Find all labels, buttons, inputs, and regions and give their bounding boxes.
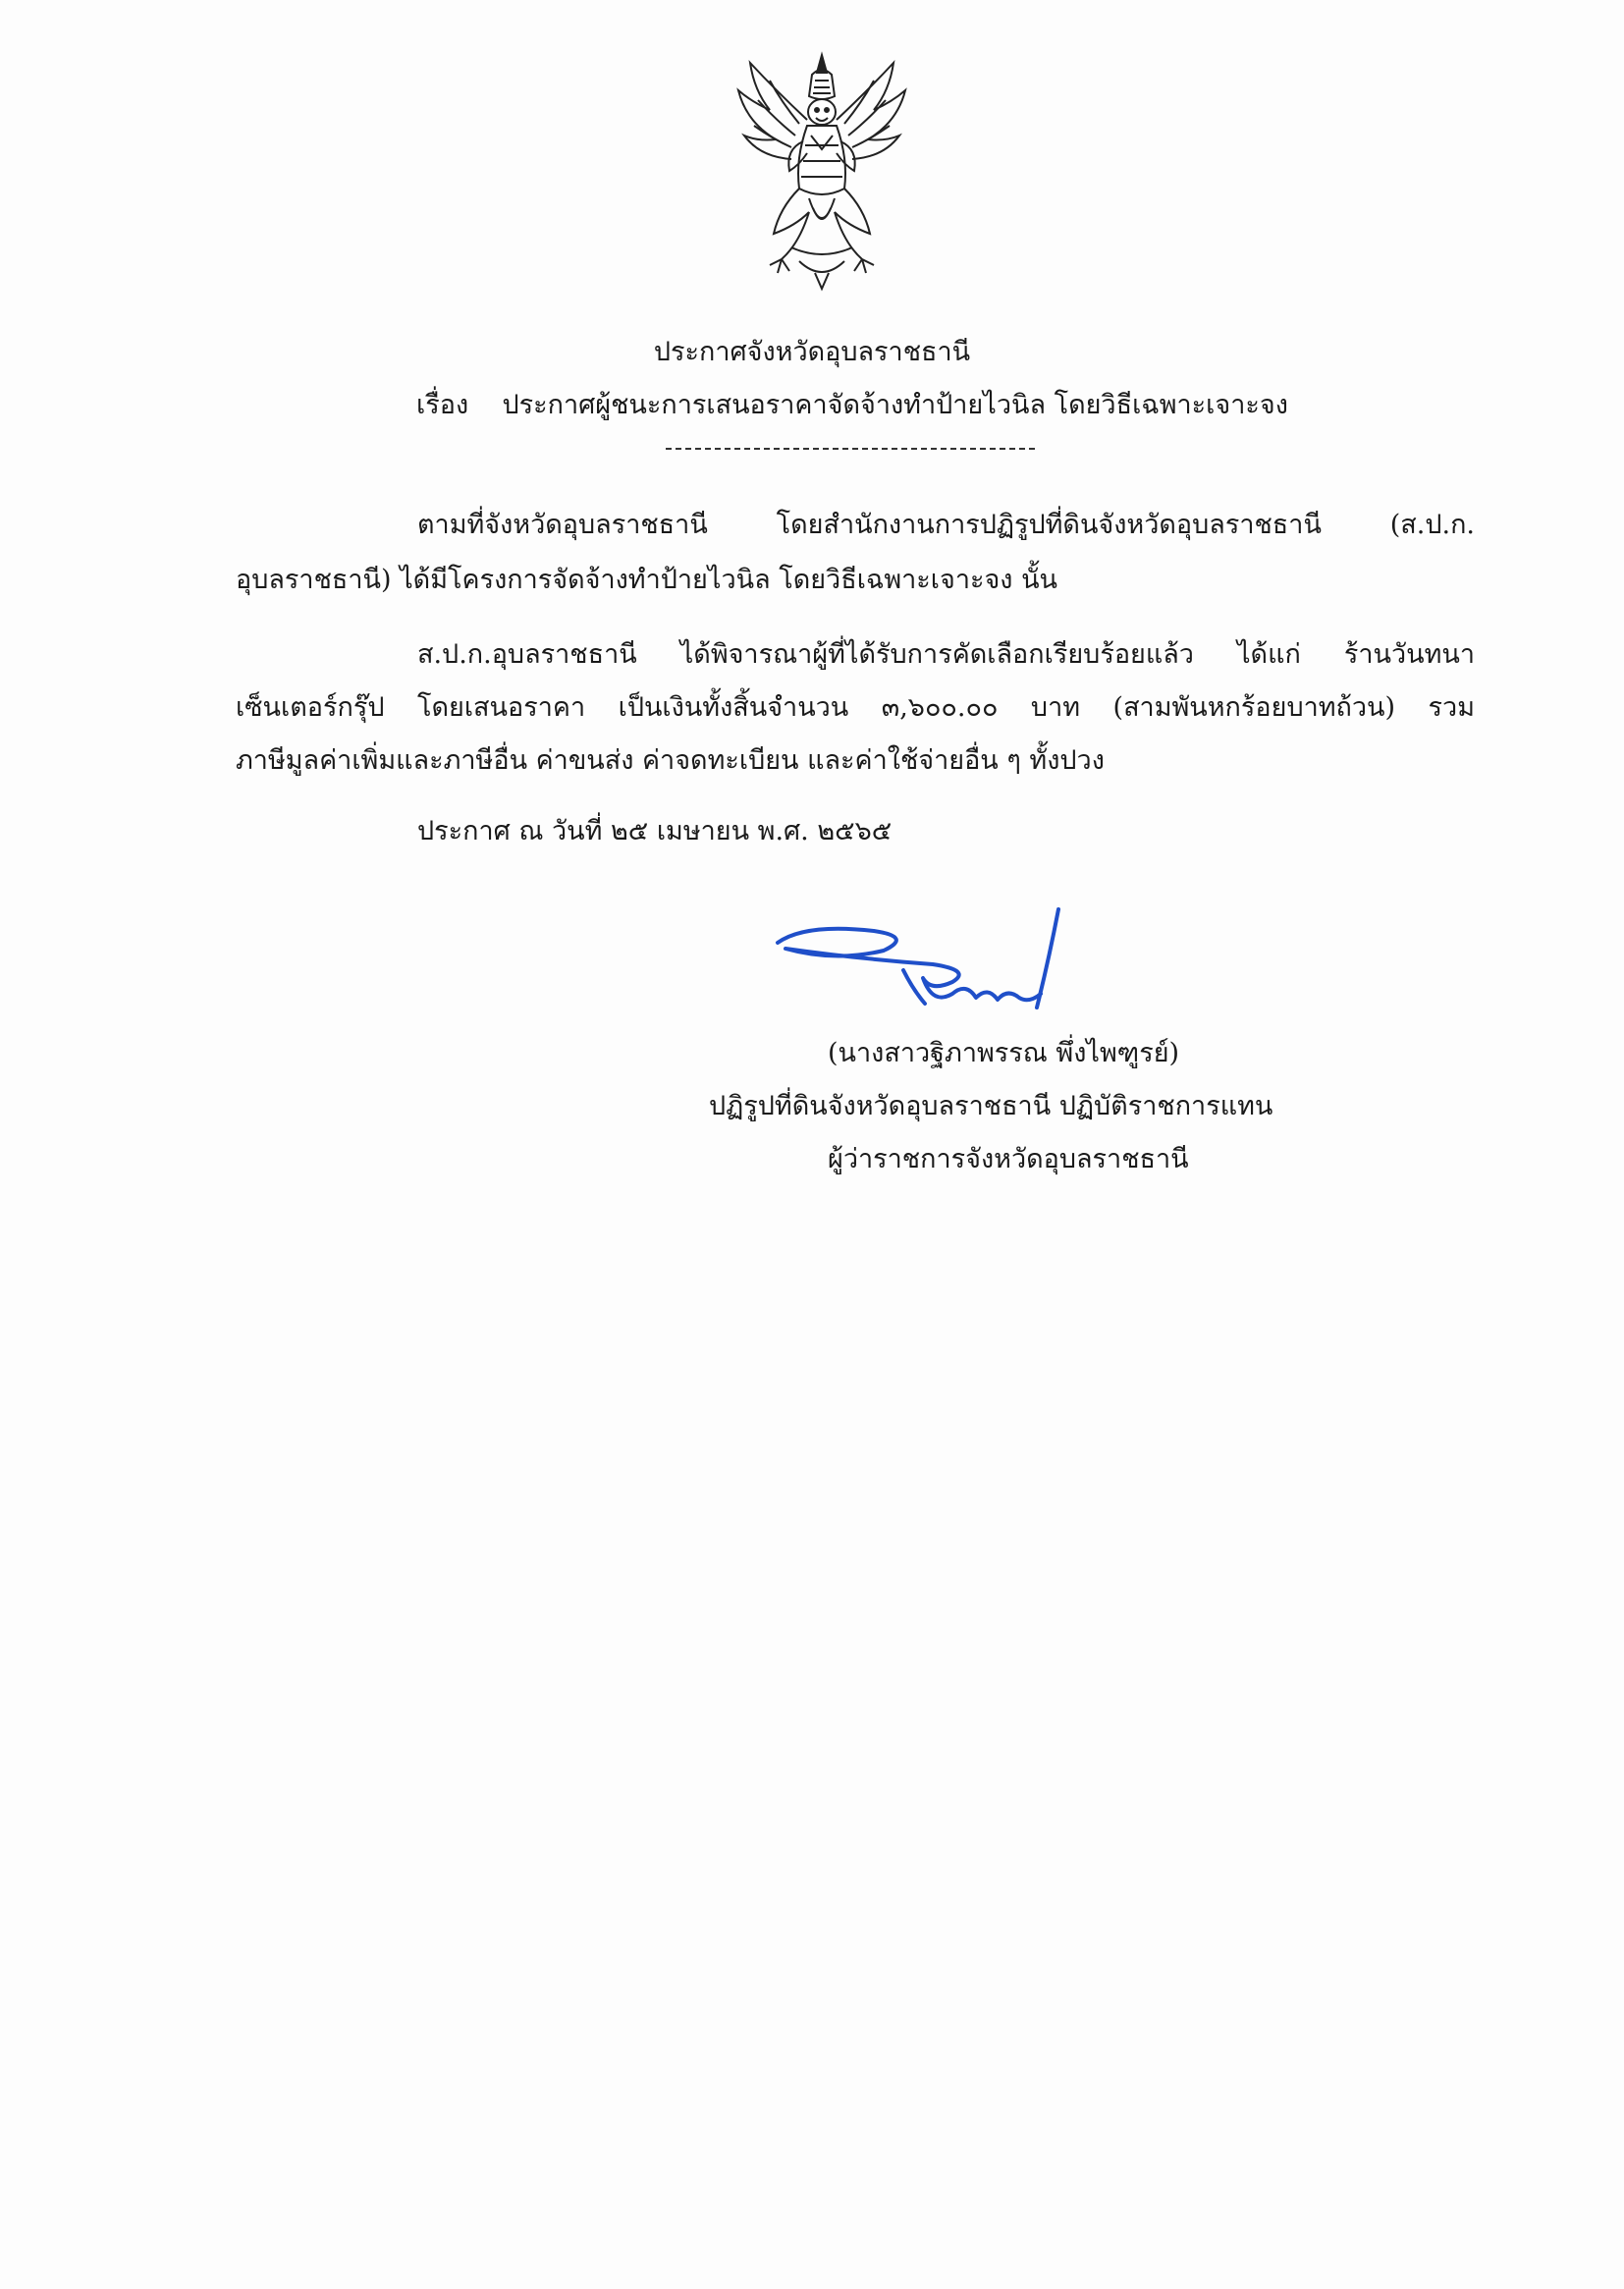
signatory-position-1: ปฏิรูปที่ดินจังหวัดอุบลราชธานี ปฏิบัติราชการแทน (709, 1091, 1273, 1121)
paragraph-2-line-3: ภาษีมูลค่าเพิ่มและภาษีอื่น ค่าขนส่ง ค่าจดทะเบียน และค่าใช้จ่ายอื่น ๆ ทั้งปวง (236, 745, 1105, 776)
paragraph-1-line-1: ตามที่จังหวัดอุบลราชธานี โดยสำนักงานการปฏิรูปที่ดินจังหวัดอุบลราชธานี (ส.ป.ก. (417, 510, 1475, 540)
announcement-date: ประกาศ ณ วันที่ ๒๕ เมษายน พ.ศ. ๒๕๖๕ (417, 816, 893, 846)
subject-label: เรื่อง (416, 390, 469, 420)
signatory-name: (นางสาวฐิภาพรรณ พึ่งไพฑูรย์) (828, 1038, 1180, 1068)
subject-text: ประกาศผู้ชนะการเสนอราคาจัดจ้างทำป้ายไวนิล โดยวิธีเฉพาะเจาะจง (502, 390, 1288, 420)
subject-line (416, 389, 1288, 422)
handwritden-signature (766, 901, 1070, 1029)
signatory-position-2: ผู้ว่าราชการจังหวัดอุบลราชธานี (828, 1144, 1189, 1174)
paragraph-1-line-2: อุบลราชธานี) ได้มีโครงการจัดจ้างทำป้ายไวนิล โดยวิธีเฉพาะเจาะจง นั้น (236, 565, 1057, 595)
announcement-title: ประกาศจังหวัดอุบลราชธานี (653, 337, 971, 367)
garuda-emblem-icon (731, 51, 913, 293)
paragraph-2-line-1: ส.ป.ก.อุบลราชธานี ได้พิจารณาผู้ที่ได้รับการคัดเลือกเรียบร้อยแล้ว ได้แก่ ร้านวันทนา (417, 639, 1475, 670)
heading-divider (666, 448, 1035, 450)
paragraph-2-line-2: เซ็นเตอร์กรุ๊ป โดยเสนอราคา เป็นเงินทั้งสิ้นจำนวน ๓,๖๐๐.๐๐ บาท (สามพันหกร้อยบาทถ้วน) รวม (236, 692, 1475, 723)
